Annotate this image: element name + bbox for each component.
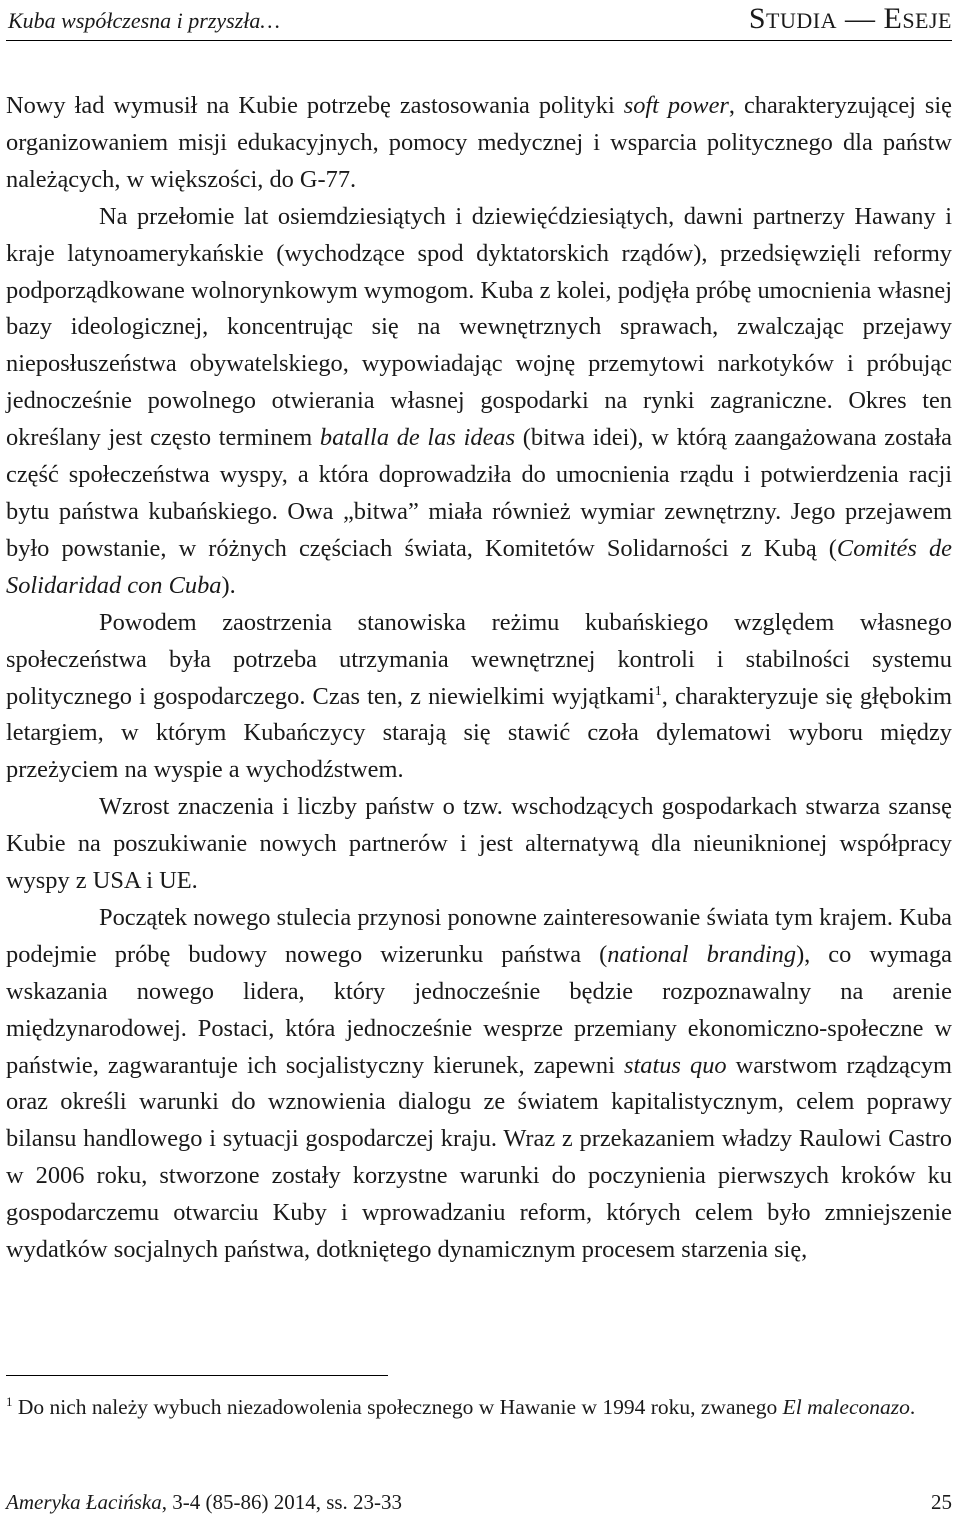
text-run: ).	[221, 571, 236, 599]
running-header	[6, 0, 952, 41]
italic-text: soft power	[623, 92, 729, 119]
page-number: 25	[931, 1490, 952, 1514]
text-run: (bitwa idei), w którą zaangażowana została część społeczeństwa wyspy, a która doprowadziła do umocnienia rządu i potwierdzenia racji bytu państwa kubańskiego. Owa „bitwa” miała również wymiar zewnętrzny. Jego przejawem było powstanie, w różnych częściach świata, Komitetów Solidarności z Kubą (	[6, 424, 953, 562]
footnote-separator	[6, 1375, 388, 1376]
text-run: , charakteryzującej się organizowaniem misji edukacyjnych, pomocy medycznej i wsparcia politycznego dla państw należących, w większości, do G-77.	[6, 92, 952, 193]
section-title-part: TUDIA	[766, 8, 837, 33]
italic-text: national branding	[607, 940, 797, 968]
footnote-italic: El maleconazo	[782, 1395, 910, 1419]
text-run: warstwom rządzącym oraz określi warunki do wznowienia dialogu ze światem kapitalistycznym, celem poprawy bilansu handlowego i sytuacji gospodarczej kraju. Wraz z przekazaniem władzy Raulowi Castro w 2006 roku, stworzone zostały korzystne warunki do poczynienia pierwszych kroków ku gospodarczemu otwarciu Kuby i wprowadzaniu reform, których celem było zmniejszenie wydatków socjalnych państwa, dotkniętego dynamicznym procesem starzenia się,	[6, 1051, 952, 1264]
italic-text: Comités de Solidaridad con Cuba	[6, 534, 953, 599]
footnote-end: .	[909, 1395, 916, 1419]
section-title-part: E	[883, 2, 903, 35]
paragraph	[6, 199, 952, 605]
section-title-part: SEJE	[902, 8, 952, 33]
text-run: , charakteryzuje się głębokim letargiem, w którym Kubańczycy starają się stawić czoła dylematowi wyboru między przeżyciem na wyspie a wychodźstwem.	[6, 682, 952, 784]
footnote	[6, 1392, 952, 1422]
running-title: Kuba współczesna i przyszła…	[8, 8, 280, 33]
text-run: Wzrost znaczenia i liczby państw o tzw. wschodzących gospodarkach stwarza szansę Kubie na poszukiwanie nowych partnerów i jest alternatywą dla nieuniknionej współpracy wyspy z USA i UE.	[6, 793, 952, 895]
article-body	[6, 88, 952, 1269]
journal-issue: , 3-4 (85-86) 2014, ss. 23-33	[161, 1490, 403, 1514]
paragraph	[6, 900, 952, 1269]
footnote-text: Do nich należy wybuch niezadowolenia społecznego w Hawanie w 1994 roku, zwanego	[12, 1395, 783, 1419]
paragraph	[6, 605, 952, 790]
text-run: ), co wymaga wskazania nowego lidera, który jednocześnie będzie rozpoznawalny na arenie międzynarodowej. Postaci, która jednocześnie wesprze przemiany ekonomiczno-społeczne w państwie, zagwarantuje ich socjalistyczny kierunek, zapewni	[6, 940, 952, 1079]
journal-name: Ameryka Łacińska	[6, 1490, 162, 1514]
journal-citation	[6, 1490, 402, 1515]
text-run: Nowy ład wymusił na Kubie potrzebę zastosowania polityki	[6, 92, 624, 119]
text-run: Początek nowego stulecia przynosi ponowne zainteresowanie świata tym krajem. Kuba podejmie próbę budowy nowego wizerunku państwa (	[6, 903, 952, 968]
footnote-number: 1	[6, 1394, 13, 1409]
page-footer	[6, 1490, 952, 1520]
text-run: Powodem zaostrzenia stanowiska reżimu kubańskiego względem własnego społeczeństwa była potrzeba utrzymania wewnętrznej kontroli i stabilności systemu politycznego i gospodarczego. Czas ten, z niewielkimi wyjątkami	[6, 608, 952, 710]
italic-text: status quo	[623, 1051, 727, 1079]
footnote-reference: 1	[654, 683, 662, 699]
section-title-part: —	[836, 2, 884, 35]
text-run: Na przełomie lat osiemdziesiątych i dziewięćdziesiątych, dawni partnerzy Hawany i kraje latynoamerykańskie (wychodzące spod dyktatorskich rządów), przedsięwzięli reformy podporządkowane wolnorynkowym wymogom. Kuba z kolei, podjęła próbę umocnienia własnej bazy ideologicznej, koncentrując się na wewnętrznych sprawach, zwalczając przejawy nieposłuszeństwa obywatelskiego, wypowiadając wojnę przemytowi narkotyków i próbując jednocześnie powolnego otwierania własnej gospodarki na rynki zagraniczne. Okres ten określany jest często terminem	[6, 202, 952, 452]
paragraph	[6, 88, 952, 199]
section-title-part: S	[748, 2, 767, 35]
paragraph	[6, 789, 952, 900]
italic-text: batalla de las ideas	[319, 424, 516, 452]
section-title	[749, 2, 952, 36]
